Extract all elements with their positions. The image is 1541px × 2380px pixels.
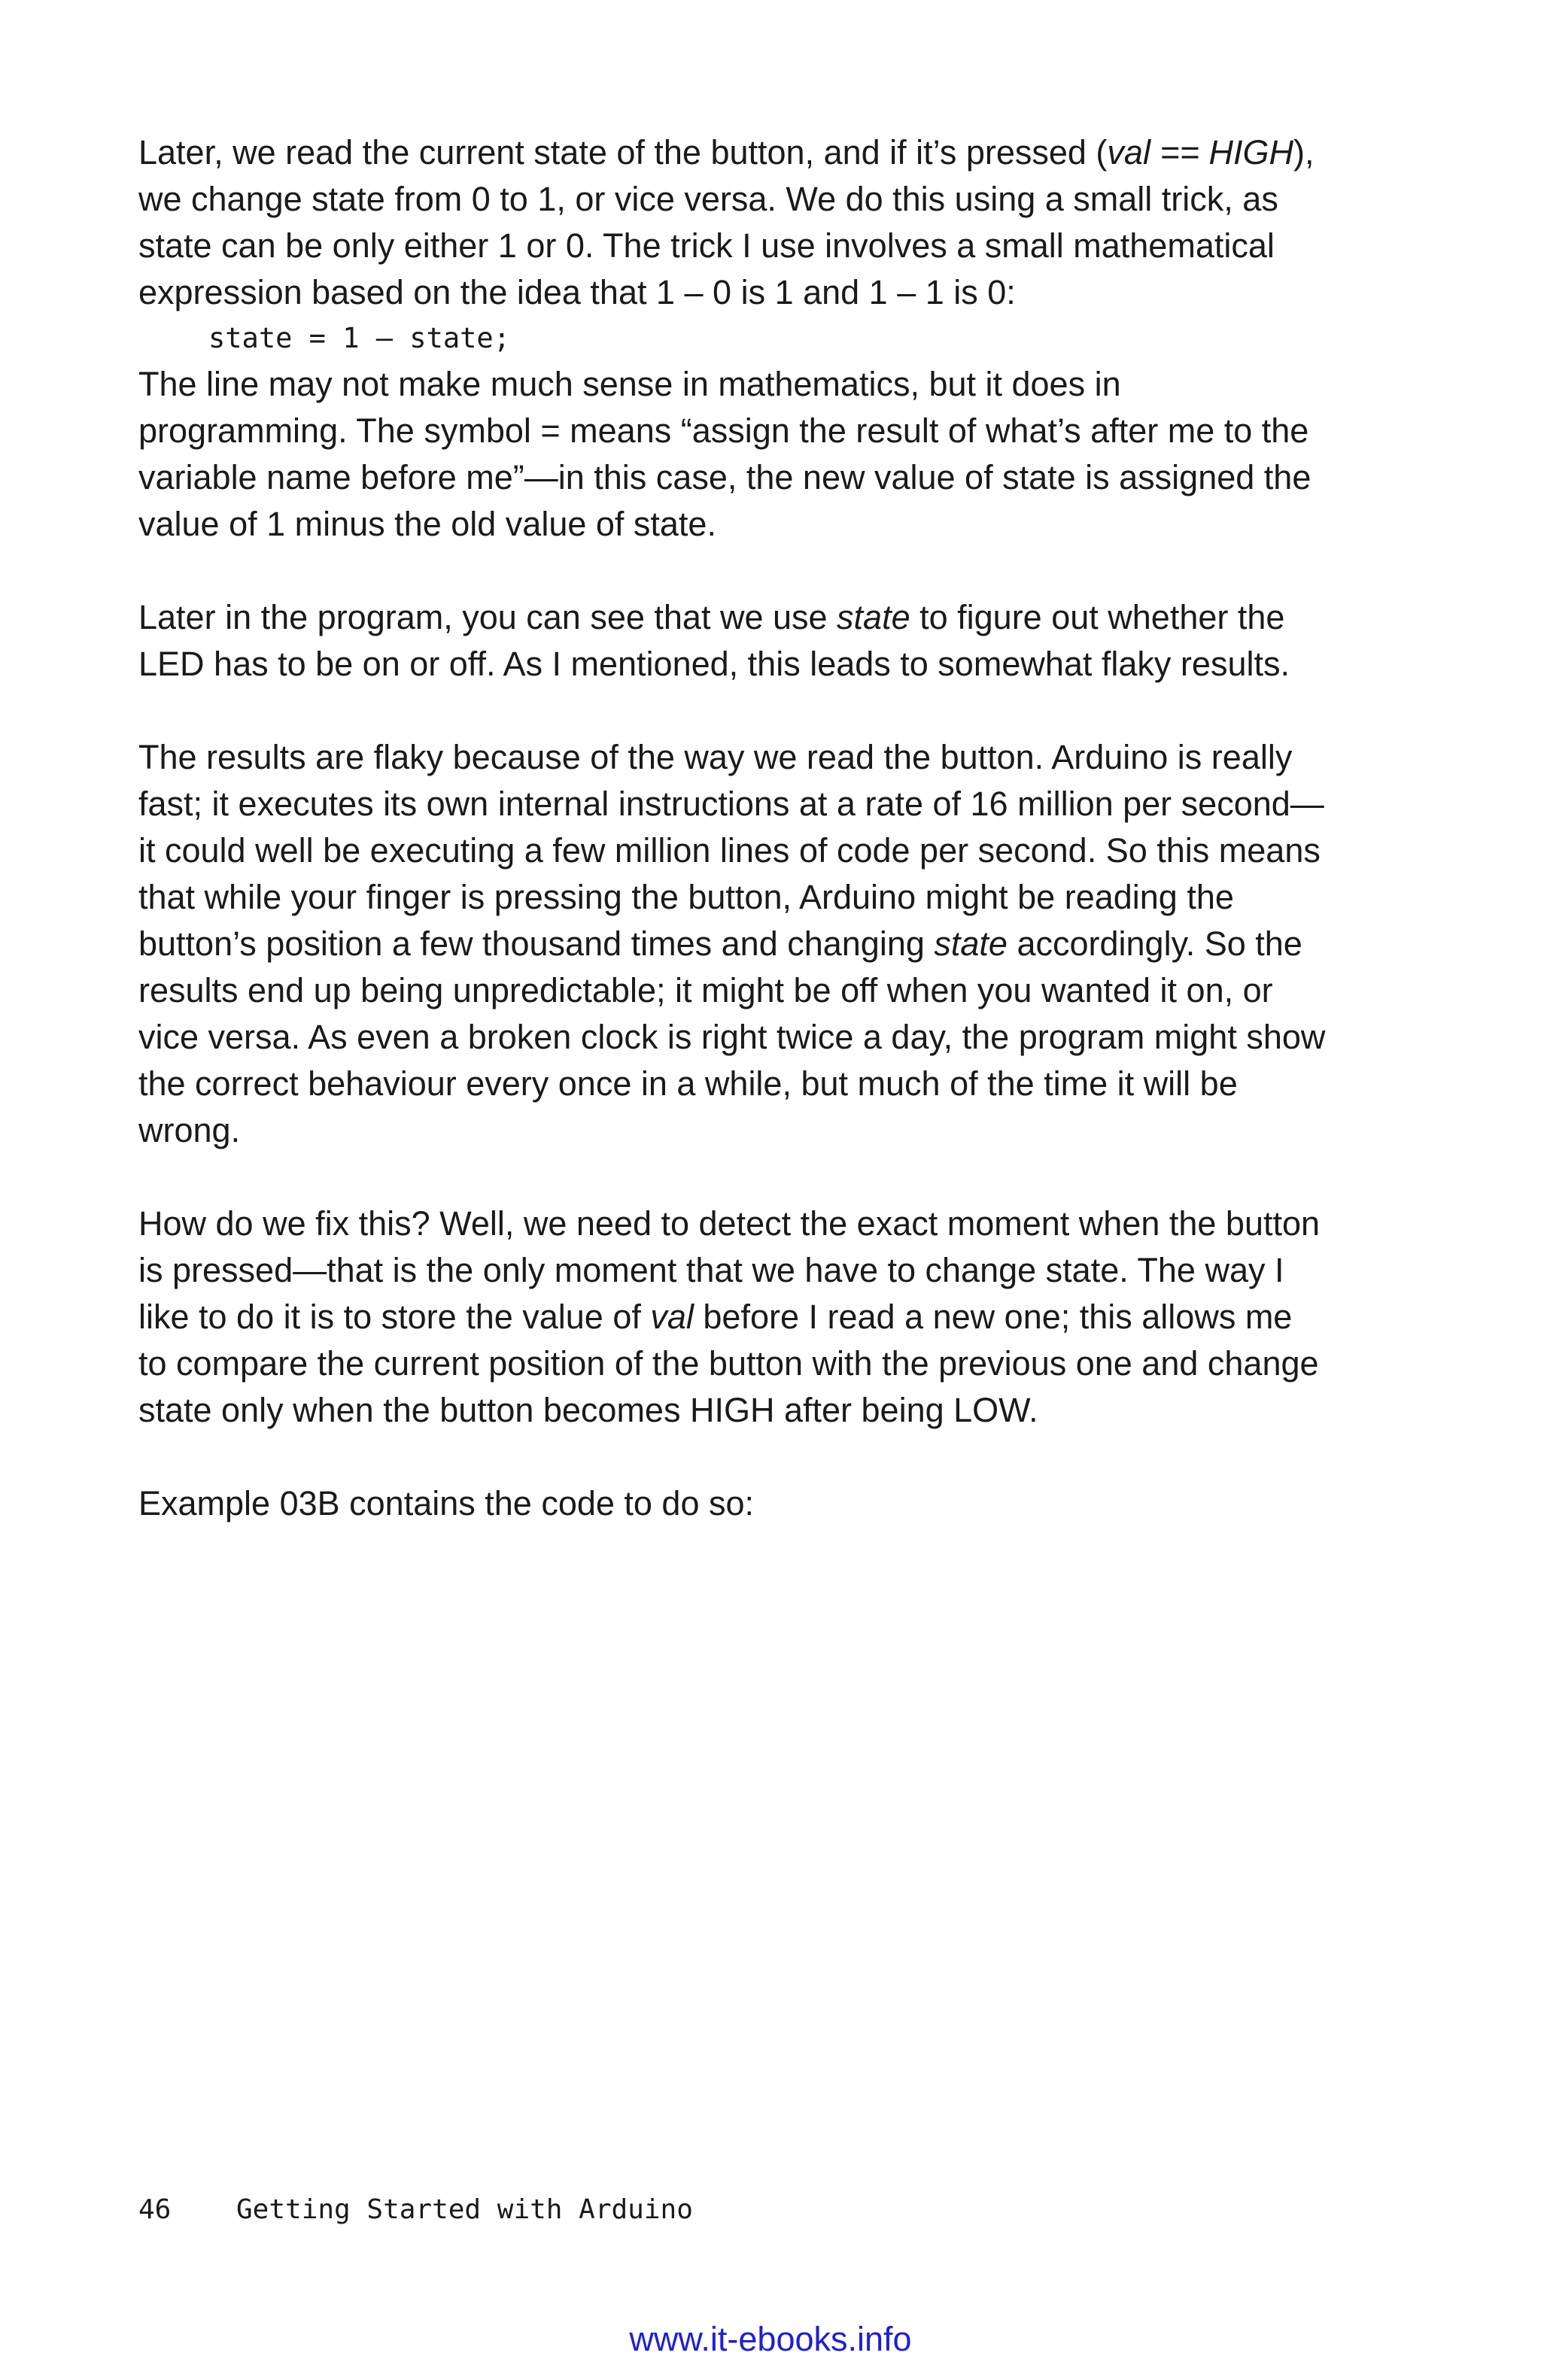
- inline-term-val: val: [650, 1298, 694, 1336]
- inline-code-val-high: val == HIGH: [1107, 133, 1294, 172]
- paragraph-text: to figure out whether the LED has to be on or off. As I mentioned, this leads to somewhat flaky results.: [138, 598, 1290, 683]
- code-line: state = 1 – state;: [208, 322, 510, 354]
- watermark-link[interactable]: www.it-ebooks.info: [629, 2320, 912, 2358]
- inline-term-state: state: [837, 598, 910, 636]
- page-body: [138, 129, 1327, 1574]
- paragraph-text: ), we change state from 0 to 1, or vice versa. We do this using a small trick, as state can be only either 1 or 0. The trick I use involves a small mathematical expression based on the idea that 1 – 0 is 1 and 1 – 1 is 0:: [138, 133, 1315, 311]
- paragraph-text: Later, we read the current state of the button, and if it’s pressed (: [138, 133, 1108, 172]
- page-number: 46: [138, 2194, 172, 2225]
- inline-term-state: state: [934, 924, 1008, 963]
- paragraph-state-toggle: [138, 129, 1327, 316]
- paragraph-text: Later in the program, you can see that we use: [138, 598, 837, 636]
- page-footer: [138, 2191, 693, 2229]
- paragraph-fix: [138, 1201, 1327, 1434]
- paragraph-text: before I read a new one; this allows me to compare the current position of the button with the previous one and change state only when the button becomes HIGH after being LOW.: [138, 1298, 1319, 1429]
- paragraph-text: The results are flaky because of the way we read the button. Arduino is really fast; it executes its own internal instructions at a rate of 16 million per second—it could well be executing a few million lines of code per second. So this means that while your finger is pressing the button, Arduino might be reading the button’s position a few thousand times and changing: [138, 738, 1324, 963]
- paragraph-text: How do we fix this? Well, we need to detect the exact moment when the button is pressed—that is the only moment that we have to change state. The way I like to do it is to store the value of: [138, 1204, 1321, 1336]
- paragraph-example-intro: Example 03B contains the code to do so:: [138, 1484, 755, 1522]
- book-title: Getting Started with Arduino: [236, 2194, 693, 2225]
- paragraph-why-flaky: [138, 734, 1327, 1154]
- paragraph-flaky-results: [138, 594, 1327, 688]
- paragraph-text: accordingly. So the results end up being unpredictable; it might be off when you wanted it on, or vice versa. As even a broken clock is right twice a day, the program might show the correct behaviour every once in a while, but much of the time it will be wrong.: [138, 924, 1326, 1149]
- paragraph-assignment-explained: The line may not make much sense in mathematics, but it does in programming. The symbol = means “assign the result of what’s after me to the variable name before me”—in this case, the new value of state is assigned the value of 1 minus the old value of state.: [138, 365, 1312, 543]
